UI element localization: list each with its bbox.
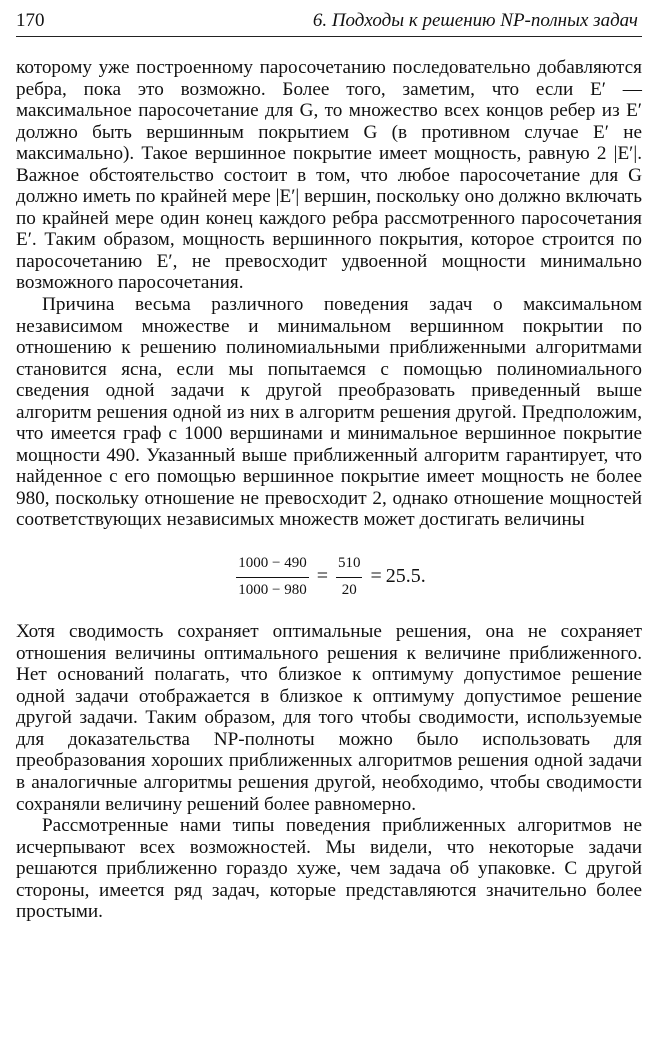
fraction-left-numerator: 1000 − 490 [236,553,308,578]
equals-sign: = [316,565,328,588]
fraction-right-numerator: 510 [336,553,363,578]
equation-result: 25.5. [385,565,426,588]
page-body [16,57,642,923]
running-title: 6. Подходы к решению NP-полных задач [312,10,638,31]
fraction-left [236,553,308,601]
fraction-right [336,553,363,601]
paragraph-4: Рассмотренные нами типы поведения приближенных алгоритмов не исчерпывают всех возможностей. Мы видели, что некоторые задачи решаются приближенно гораздо хуже, чем задача об упаковке. С другой стороны, имеется ряд задач, которые представляются значительно более простыми. [16,815,642,923]
paragraph-3: Хотя сводимость сохраняет оптимальные решения, она не сохраняет отношения величины оптимального решения к величине приближенного. Нет оснований полагать, что близкое к оптимуму допустимое решение одной задачи отображается в близкое к оптимуму допустимое решение другой задачи. Таким образом, для того чтобы сводимости, используемые для доказательства NP-полноты можно было использовать для преобразования хороших приближенных алгоритмов решения одной задачи в аналогичные алгоритмы решения другой, необходимо, чтобы сводимости сохраняли величину решений более равномерно. [16,621,642,815]
fraction-right-denominator: 20 [341,581,357,598]
page-header [16,8,642,37]
fraction-left-denominator: 1000 − 980 [238,581,307,598]
paragraph-2: Причина весьма различного поведения задач о максимальном независимом множестве и минимальном вершинном покрытии по отношению к решению полиномиальными приближенными алгоритмами становится ясна, если мы попытаемся с помощью полиномиального сведения одной задачи к другой преобразовать приведенный выше алгоритм решения одной из них в алгоритм решения другой. Предположим, что имеется граф с 1000 вершинами и минимальное вершинное покрытие мощности 490. Указанный выше приближенный алгоритм гарантирует, что найденное с его помощью вершинное покрытие имеет мощность не более 980, поскольку отношение не превосходит 2, однако отношение мощностей соответствующих независимых множеств может достигать величины [16,294,642,531]
paragraph-1: которому уже построенному паросочетанию последовательно добавляются ребра, пока это возможно. Более того, заметим, что если E′ — максимальное паросочетание для G, то множество всех концов ребер из E′ должно быть вершинным покрытием G (в противном случае E′ не максимально). Такое вершинное покрытие имеет мощность, равную 2 |E′|. Важное обстоятельство состоит в том, что любое паросочетание для G должно иметь по крайней мере |E′| вершин, поскольку оно должно включать по крайней мере один конец каждого ребра рассмотренного паросочетания E′. Таким образом, мощность вершинного покрытия, которое строится по паросочетанию E′, не превосходит удвоенной мощности минимально возможного паросочетания. [16,57,642,294]
page-number: 170 [16,10,45,31]
equals-sign: = [370,565,382,588]
ratio-equation [16,553,642,601]
